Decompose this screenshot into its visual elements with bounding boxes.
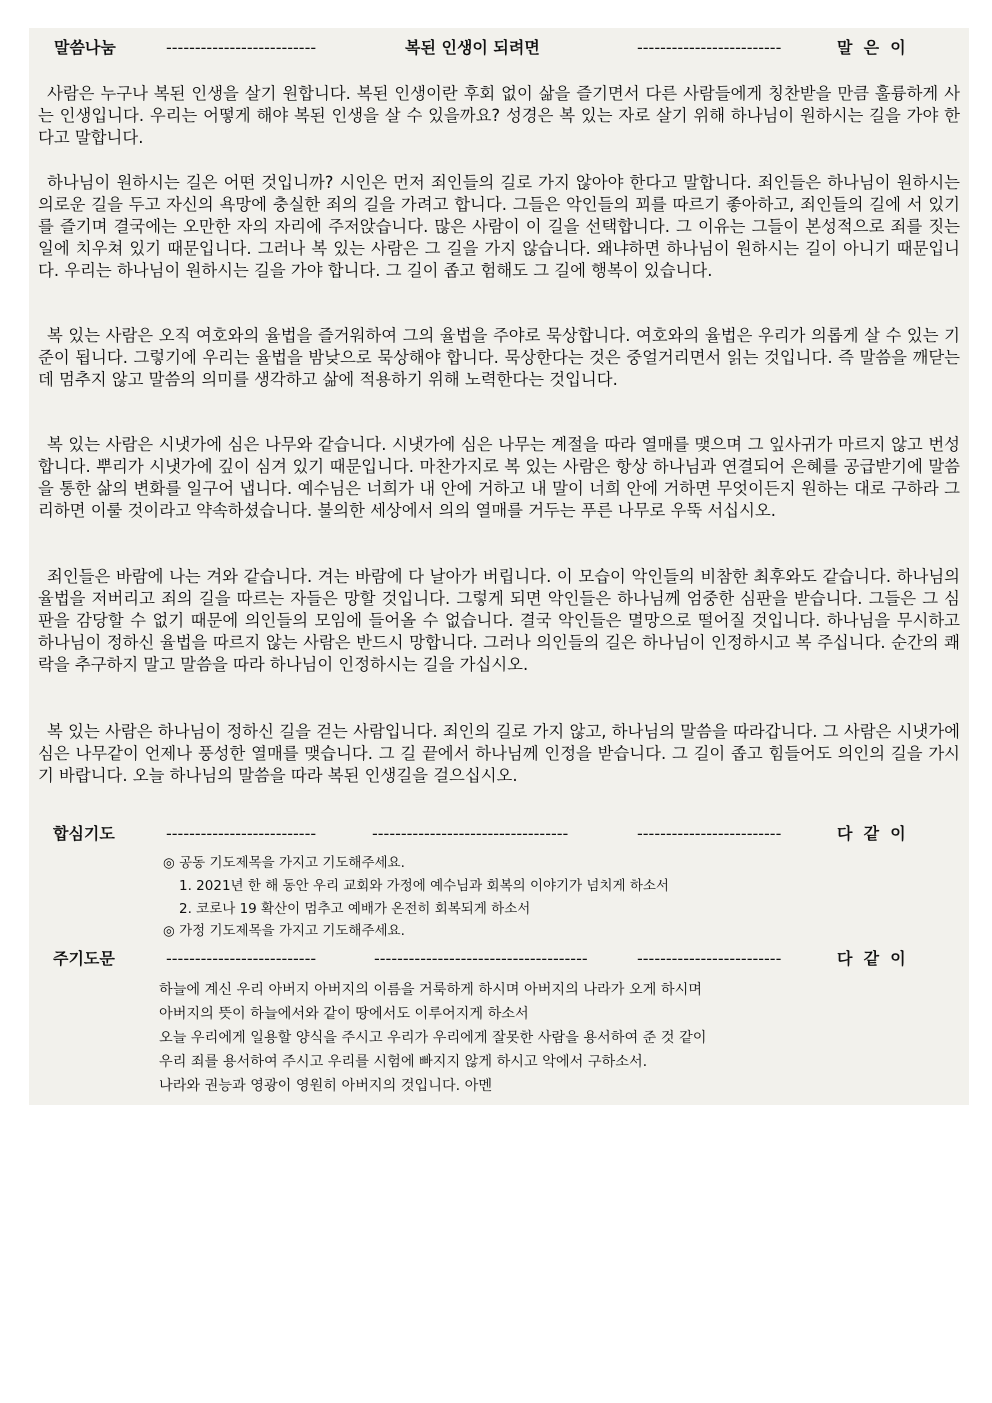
header-dash: ------------------------- bbox=[637, 824, 782, 843]
sermon-paragraph-3: 복 있는 사람은 오직 여호와의 율법을 즐거워하여 그의 율법을 주야로 묵상합니다. 여호와의 율법은 우리가 의롭게 살 수 있는 기준이 됩니다. 그렇기에 우리는 율법을 밤낮으로 묵상해야 합니다. 묵상한다는 것은 중얼거리면서 읽는 것입니다. 즉 말씀을 깨닫는 데 멈추지 않고 말씀의 의미를 생각하고 삶에 적용하기 위해 노력한다는 것입니다. bbox=[38, 326, 960, 389]
lords-prayer-who: 다 같 이 bbox=[837, 949, 906, 968]
header-dash: ------------------------- bbox=[637, 38, 782, 57]
speaker-label: 말 은 이 bbox=[837, 38, 906, 57]
lords-prayer-label: 주기도문 bbox=[53, 949, 115, 968]
sermon-title: 복된 인생이 되려면 bbox=[405, 38, 540, 57]
lords-prayer-line-5: 나라와 권능과 영광이 영원히 아버지의 것입니다. 아멘 bbox=[159, 1078, 493, 1094]
prayer-item-2: 2. 코로나 19 확산이 멈추고 예배가 온전히 회복되게 하소서 bbox=[179, 901, 531, 917]
sermon-paragraph-4: 복 있는 사람은 시냇가에 심은 나무와 같습니다. 시냇가에 심은 나무는 계절을 따라 열매를 맺으며 그 잎사귀가 마르지 않고 번성합니다. 뿌리가 시냇가에 깊이 심겨 있기 때문입니다. 마찬가지로 복 있는 사람은 항상 하나님과 연결되어 은혜를 공급받기에 말씀을 통한 삶의 변화를 일구어 냅니다. 예수님은 너희가 내 안에 거하고 내 말이 너희 안에 거하면 무엇이든지 원하는 대로 구하라 그리하면 이룰 것이라고 약속하셨습니다. 불의한 세상에서 의의 열매를 거두는 푸른 나무로 우뚝 서십시오. bbox=[38, 435, 960, 520]
header-dash: ------------------------------------- bbox=[374, 949, 588, 968]
prayer-label: 합심기도 bbox=[53, 824, 115, 843]
lords-prayer-line-4: 우리 죄를 용서하여 주시고 우리를 시험에 빠지지 않게 하시고 악에서 구하소서. bbox=[159, 1054, 648, 1070]
sermon-header bbox=[29, 36, 969, 60]
header-dash: -------------------------- bbox=[166, 824, 317, 843]
sermon-paragraph-5: 죄인들은 바람에 나는 겨와 같습니다. 겨는 바람에 다 날아가 버립니다. 이 모습이 악인들의 비참한 최후와도 같습니다. 하나님의 율법을 저버리고 죄의 길을 따르는 자들은 망할 것입니다. 그렇게 되면 악인들은 하나님께 엄중한 심판을 받습니다. 그들은 그 심판을 감당할 수 없기 때문에 의인들의 모임에 들어올 수 없습니다. 결국 악인들은 멸망으로 떨어질 것입니다. 하나님을 무시하고 하나님이 정하신 율법을 따르지 않는 사람은 반드시 망합니다. 그러나 의인들의 길은 하나님이 인정하시고 복 주십니다. 순간의 쾌락을 추구하지 말고 말씀을 따라 하나님이 인정하시는 길을 가십시오. bbox=[38, 567, 960, 674]
sermon-paragraph-2: 하나님이 원하시는 길은 어떤 것입니까? 시인은 먼저 죄인들의 길로 가지 않아야 한다고 말합니다. 죄인들은 하나님이 원하시는 의로운 길을 두고 자신의 욕망에 충실한 죄의 길을 가려고 합니다. 그들은 악인들의 꾀를 따르기 좋아하고, 죄인들의 길에 서 있기를 즐기며 결국에는 오만한 자의 자리에 주저앉습니다. 많은 사람이 이 길을 선택합니다. 그 이유는 그들이 본성적으로 죄를 짓는 일에 치우쳐 있기 때문입니다. 그러나 복 있는 사람은 그 길을 가지 않습니다. 왜냐하면 하나님이 원하시는 길이 아니기 때문입니다. 우리는 하나님이 원하시는 길을 가야 합니다. 그 길이 좁고 험해도 그 길에 행복이 있습니다. bbox=[38, 173, 960, 280]
header-dash: ------------------------- bbox=[637, 949, 782, 968]
lords-prayer-line-2: 아버지의 뜻이 하늘에서와 같이 땅에서도 이루어지게 하소서 bbox=[159, 1006, 529, 1022]
header-dash: -------------------------- bbox=[166, 949, 317, 968]
family-prayer-note: ◎ 가정 기도제목을 가지고 기도해주세요. bbox=[163, 923, 405, 939]
lords-prayer-header bbox=[29, 947, 969, 971]
prayer-who: 다 같 이 bbox=[837, 824, 906, 843]
sermon-paragraph-6: 복 있는 사람은 하나님이 정하신 길을 걷는 사람입니다. 죄인의 길로 가지 않고, 하나님의 말씀을 따라갑니다. 그 사람은 시냇가에 심은 나무같이 언제나 풍성한 열매를 맺습니다. 그 길 끝에서 하나님께 인정을 받습니다. 그 길이 좁고 힘들어도 의인의 길을 가시기 바랍니다. 오늘 하나님의 말씀을 따라 복된 인생길을 걸으십시오. bbox=[38, 722, 960, 785]
header-dash: ---------------------------------- bbox=[372, 824, 569, 843]
common-prayer-note: ◎ 공동 기도제목을 가지고 기도해주세요. bbox=[163, 855, 405, 871]
lords-prayer-line-1: 하늘에 계신 우리 아버지 아버지의 이름을 거룩하게 하시며 아버지의 나라가 오게 하시며 bbox=[159, 982, 702, 998]
bulletin-sheet bbox=[29, 28, 969, 1105]
header-dash: -------------------------- bbox=[166, 38, 317, 57]
lords-prayer-line-3: 오늘 우리에게 일용할 양식을 주시고 우리가 우리에게 잘못한 사람을 용서하여 준 것 같이 bbox=[159, 1030, 707, 1046]
prayer-item-1: 1. 2021년 한 해 동안 우리 교회와 가정에 예수님과 회복의 이야기가 넘치게 하소서 bbox=[179, 878, 669, 894]
sermon-label: 말씀나눔 bbox=[54, 38, 116, 57]
sermon-paragraph-1: 사람은 누구나 복된 인생을 살기 원합니다. 복된 인생이란 후회 없이 삶을 즐기면서 다른 사람들에게 칭찬받을 만큼 훌륭하게 사는 인생입니다. 우리는 어떻게 해야 복된 인생을 살 수 있을까요? 성경은 복 있는 자로 살기 위해 하나님이 원하시는 길을 가야 한다고 말합니다. bbox=[38, 84, 960, 147]
prayer-header bbox=[29, 822, 969, 846]
